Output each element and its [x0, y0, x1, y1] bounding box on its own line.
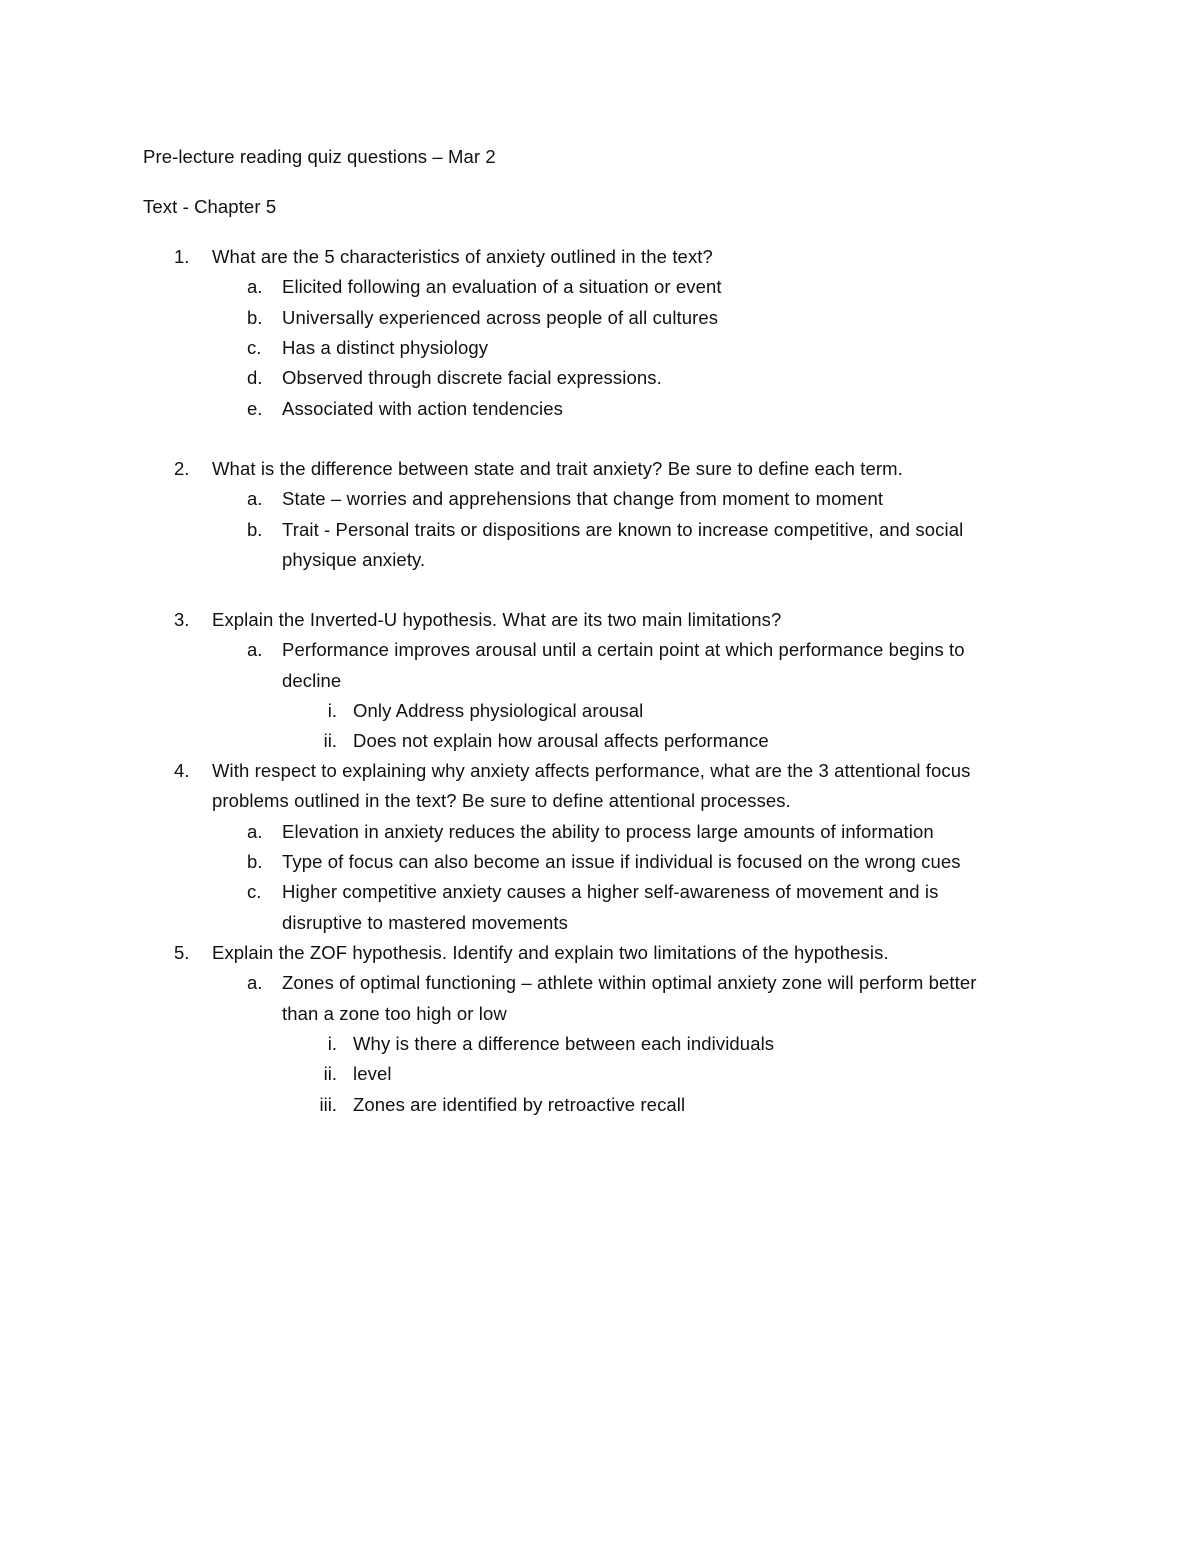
answer-text: Performance improves arousal until a certain point at which performance begins to	[282, 639, 965, 661]
answer-marker: d.	[247, 367, 263, 389]
answer-marker: a.	[247, 972, 263, 994]
question-text: Explain the Inverted-U hypothesis. What are its two main limitations?	[212, 609, 782, 630]
answer-text: Has a distinct physiology	[282, 336, 489, 358]
answer-marker: e.	[247, 397, 263, 419]
answer-marker: a.	[247, 488, 263, 510]
subitem-marker: iii.	[319, 1093, 337, 1115]
question-number: 3.	[174, 609, 190, 630]
question-text: With respect to explaining why anxiety affects performance, what are the 3 attentional focus	[212, 760, 971, 781]
answer-text: State – worries and apprehensions that change from moment to moment	[282, 488, 884, 510]
answer-text: than a zone too high or low	[282, 1002, 507, 1024]
document-subtitle: Text - Chapter 5	[143, 196, 277, 217]
answer-text: Elevation in anxiety reduces the ability to process large amounts of information	[282, 820, 934, 842]
question-text: problems outlined in the text? Be sure to define attentional processes.	[212, 790, 791, 812]
answer-text: Elicited following an evaluation of a situation or event	[282, 276, 722, 298]
answer-marker: c.	[247, 881, 262, 903]
answer-marker: b.	[247, 850, 263, 872]
answer-text: Trait - Personal traits or dispositions are known to increase competitive, and social	[282, 518, 964, 540]
subitem-marker: i.	[327, 1032, 337, 1054]
answer-text: physique anxiety.	[282, 548, 426, 570]
answer-marker: a.	[247, 276, 263, 298]
question-number: 2.	[174, 458, 190, 479]
answer-marker: a.	[247, 639, 263, 661]
answer-text: Type of focus can also become an issue if individual is focused on the wrong cues	[282, 850, 961, 872]
subitem-text: Zones are identified by retroactive recall	[353, 1093, 686, 1115]
answer-text: Zones of optimal functioning – athlete within optimal anxiety zone will perform better	[282, 972, 977, 994]
answer-text: Associated with action tendencies	[282, 397, 563, 419]
answer-marker: b.	[247, 306, 263, 328]
question-number: 1.	[174, 246, 190, 267]
answer-text: Universally experienced across people of all cultures	[282, 306, 719, 328]
answer-marker: a.	[247, 820, 263, 842]
subitem-marker: ii.	[323, 730, 337, 752]
answer-marker: b.	[247, 518, 263, 540]
question-text: What are the 5 characteristics of anxiety outlined in the text?	[212, 246, 713, 267]
answer-text: Higher competitive anxiety causes a higher self-awareness of movement and is	[282, 881, 939, 903]
answer-marker: c.	[247, 336, 262, 358]
question-number: 4.	[174, 760, 190, 781]
subitem-text: Only Address physiological arousal	[353, 699, 644, 721]
subitem-text: level	[353, 1063, 392, 1085]
answer-text: Observed through discrete facial expressions.	[282, 367, 662, 389]
subitem-text: Does not explain how arousal affects performance	[353, 730, 769, 752]
answer-text: decline	[282, 669, 342, 691]
subitem-text: Why is there a difference between each individuals	[353, 1032, 775, 1054]
question-number: 5.	[174, 942, 190, 963]
answer-text: disruptive to mastered movements	[282, 911, 568, 933]
subitem-marker: ii.	[323, 1063, 337, 1085]
document-title: Pre-lecture reading quiz questions – Mar 2	[143, 146, 496, 167]
subitem-marker: i.	[327, 699, 337, 721]
question-text: What is the difference between state and trait anxiety? Be sure to define each term.	[212, 458, 903, 479]
question-text: Explain the ZOF hypothesis. Identify and explain two limitations of the hypothesis.	[212, 942, 889, 963]
